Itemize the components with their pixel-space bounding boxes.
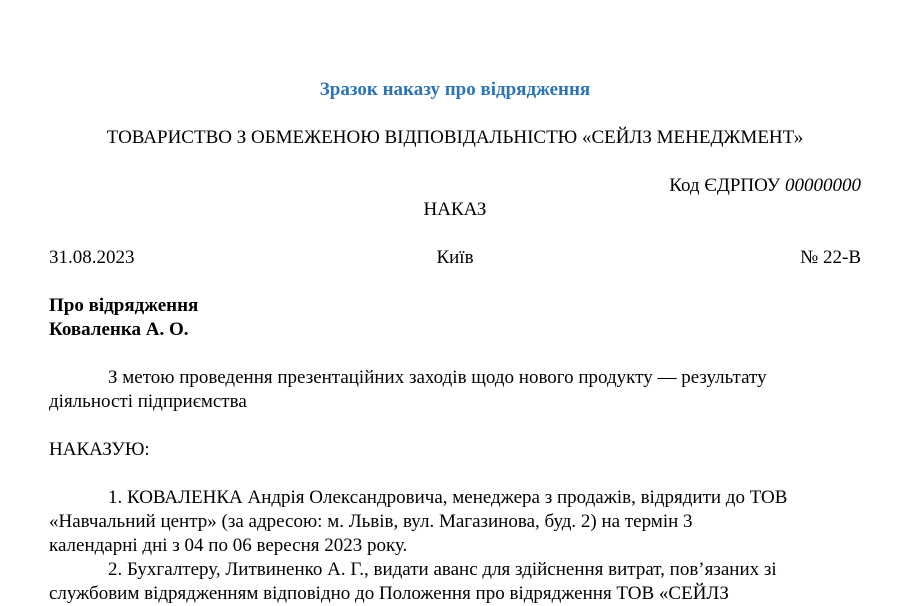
paragraph-line: діяльності підприємства <box>49 391 247 412</box>
edrpou-value: 00000000 <box>785 175 861 196</box>
paragraph-line: службовим відрядженням відповідно до Положення про відрядження ТОВ «СЕЙЛЗ <box>49 583 729 604</box>
order-item-1 <box>49 486 861 558</box>
purpose-paragraph <box>49 366 861 414</box>
subject-line: Коваленка А. О. <box>49 319 189 340</box>
paragraph-line: 2. Бухгалтеру, Литвиненко А. Г., видати аванс для здійснення витрат, пов’язаних зі <box>108 559 777 580</box>
order-meta-row <box>49 246 861 270</box>
paragraph-line: «Навчальний центр» (за адресою: м. Львів, вул. Магазинова, буд. 2) на термін 3 <box>49 511 693 532</box>
order-directive: НАКАЗУЮ: <box>49 439 150 460</box>
subject-line: Про відрядження <box>49 295 199 316</box>
order-date: 31.08.2023 <box>49 247 135 268</box>
order-heading: НАКАЗ <box>423 199 487 220</box>
paragraph-line: 1. КОВАЛЕНКА Андрія Олександровича, менеджера з продажів, відрядити до ТОВ <box>108 487 788 508</box>
edrpou-code <box>669 174 861 198</box>
order-city: Київ <box>436 247 474 268</box>
company-name: ТОВАРИСТВО З ОБМЕЖЕНОЮ ВІДПОВІДАЛЬНІСТЮ «СЕЙЛЗ МЕНЕДЖМЕНТ» <box>106 127 804 148</box>
paragraph-line: календарні дні з 04 по 06 вересня 2023 року. <box>49 535 408 556</box>
paragraph-line: З метою проведення презентаційних заходів щодо нового продукту — результату <box>108 367 767 388</box>
document-page <box>49 0 861 604</box>
order-subject <box>49 294 198 342</box>
order-number: № 22-В <box>800 247 861 268</box>
edrpou-label: Код ЄДРПОУ <box>669 175 781 196</box>
order-item-2 <box>49 558 861 606</box>
sample-title: Зразок наказу про відрядження <box>319 79 591 100</box>
